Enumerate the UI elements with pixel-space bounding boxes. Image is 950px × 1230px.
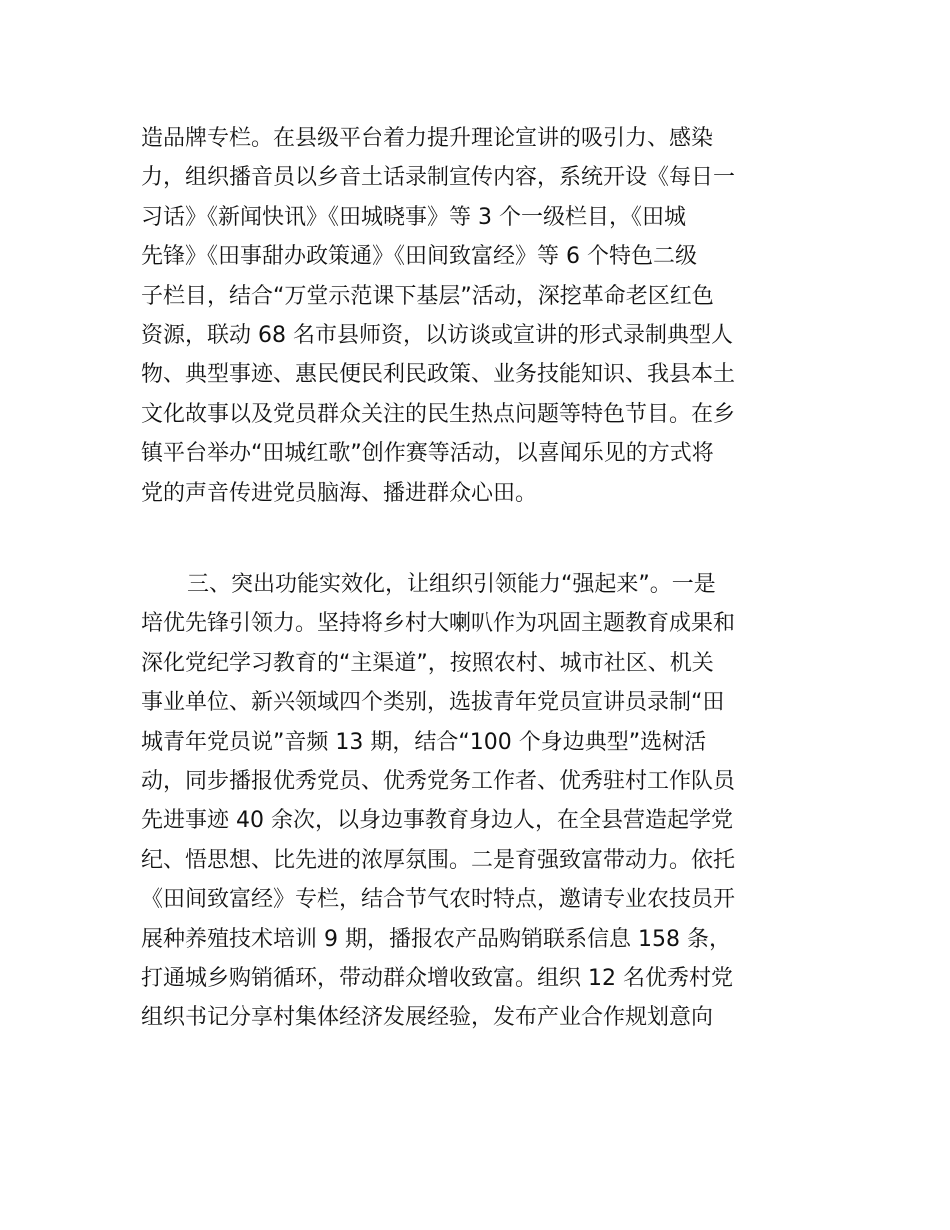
text-line: 子栏目，结合“万堂示范课下基层”活动，深挖革命老区红色 [141, 283, 714, 309]
paragraph-brand-column [141, 119, 811, 513]
text-line: 先锋》《田事甜办政策通》《田间致富经》等 6 个特色二级 [141, 244, 697, 270]
text-line: 造品牌专栏。在县级平台着力提升理论宣讲的吸引力、感染 [141, 126, 714, 151]
text-line: 镇平台举办“田城红歌”创作赛等活动，以喜闻乐见的方式将 [141, 441, 714, 467]
text-line: 组织书记分享村集体经济发展经验，发布产业合作规划意向 [141, 1005, 714, 1031]
text-line: 习话》《新闻快讯》《田城晓事》等 3 个一级栏目，《田城 [141, 204, 686, 230]
text-line: 党的声音传进党员脑海、播进群众心田。 [141, 480, 538, 506]
text-line: 事业单位、新兴领域四个类别，选拔青年党员宣讲员录制“田 [141, 690, 725, 716]
text-line: 物、典型事迹、惠民便民利民政策、业务技能知识、我县本土 [141, 362, 736, 388]
text-line: 先进事迹 40 余次，以身边事教育身边人，在全县营造起学党 [141, 808, 733, 834]
text-line: 城青年党员说”音频 13 期，结合“100 个身边典型”选树活 [141, 729, 707, 755]
text-line: 纪、悟思想、比先进的浓厚氛围。二是育强致富带动力。依托 [141, 847, 736, 873]
text-line: 资源，联动 68 名市县师资，以访谈或宣讲的形式录制典型人 [141, 322, 733, 348]
text-line: 深化党纪学习教育的“主渠道”，按照农村、城市社区、机关 [141, 650, 714, 676]
text-line: 文化故事以及党员群众关注的民生热点问题等特色节目。在乡 [141, 401, 736, 427]
text-line-first: 三、突出功能实效化，让组织引领能力“强起来”。一是 [187, 572, 716, 597]
text-line: 《田间致富经》专栏，结合节气农时特点，邀请专业农技员开 [141, 887, 736, 913]
text-line: 培优先锋引领力。坚持将乡村大喇叭作为巩固主题教育成果和 [141, 611, 736, 637]
paragraph-section-three [141, 565, 811, 1038]
text-line: 打通城乡购销循环，带动群众增收致富。组织 12 名优秀村党 [141, 965, 733, 991]
text-line: 展种养殖技术培训 9 期，播报农产品购销联系信息 158 条， [141, 926, 731, 952]
text-line: 动，同步播报优秀党员、优秀党务工作者、优秀驻村工作队员 [141, 768, 736, 794]
text-line: 力，组织播音员以乡音土话录制宣传内容，系统开设《每日一 [141, 165, 736, 191]
